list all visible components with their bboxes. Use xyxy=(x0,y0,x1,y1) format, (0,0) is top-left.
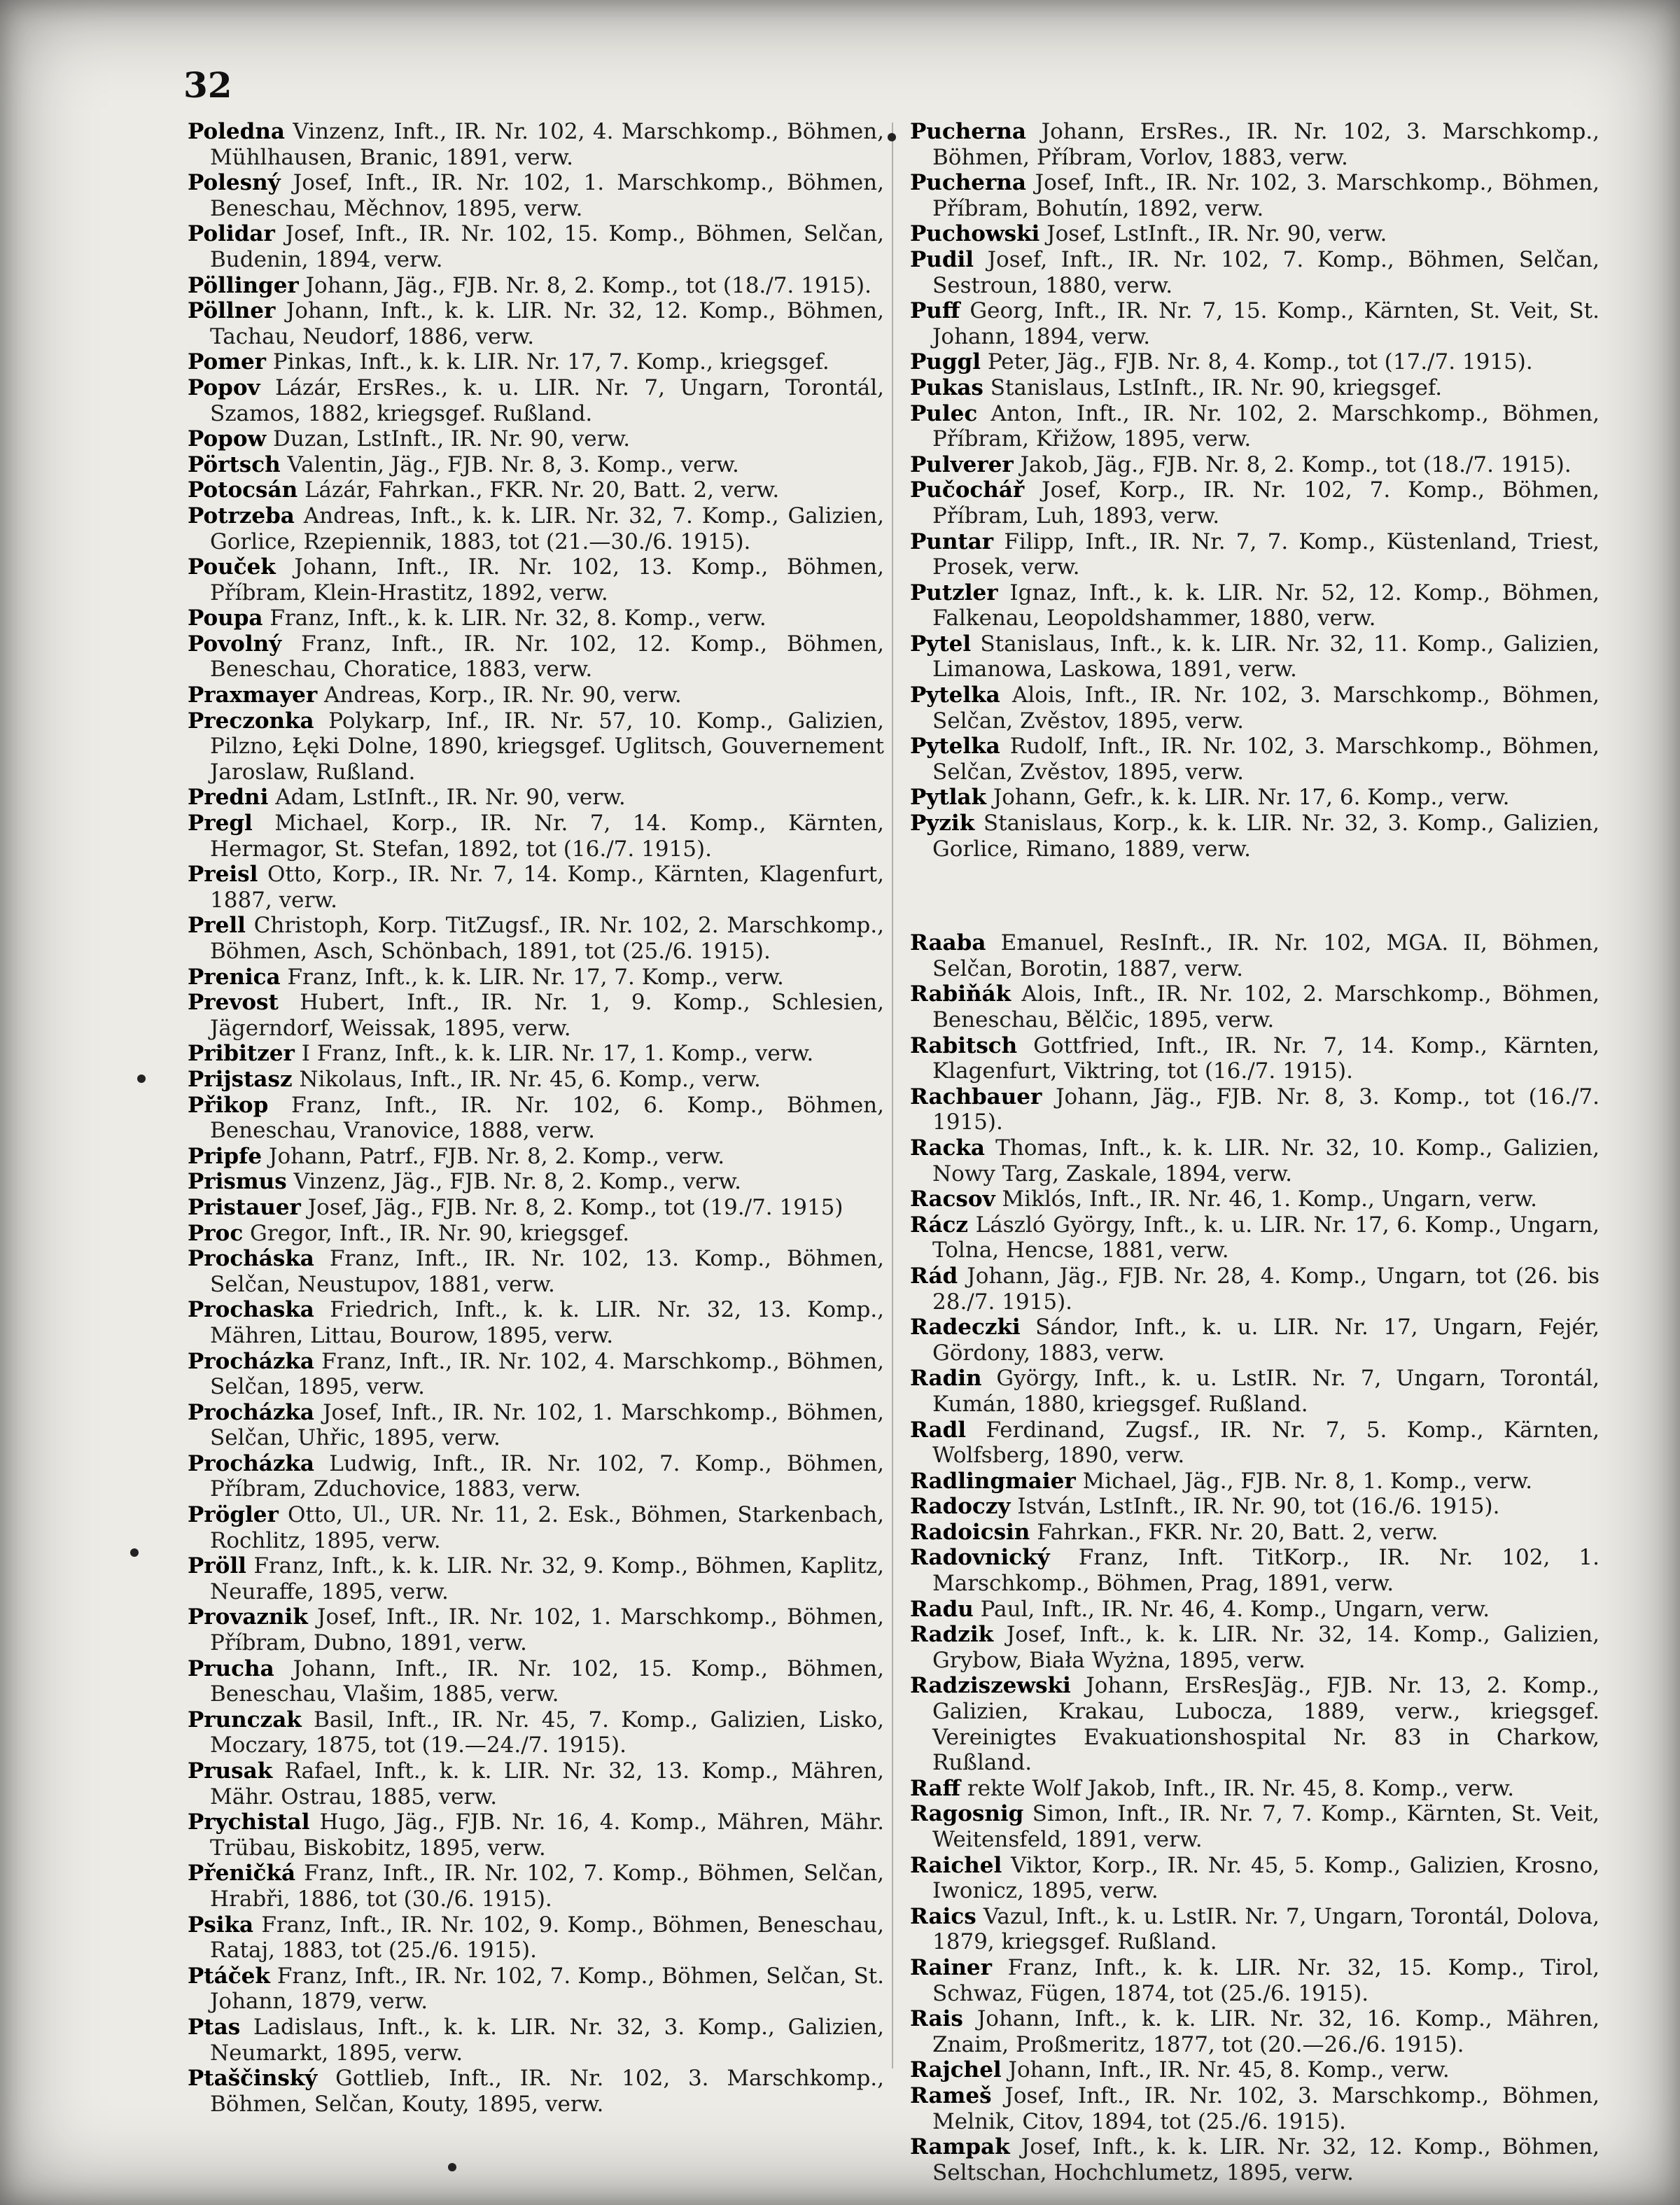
column-divider xyxy=(892,122,893,2068)
register-entry xyxy=(910,631,1600,682)
register-entry xyxy=(910,2057,1600,2083)
entry-surname: Procházka xyxy=(188,1399,314,1425)
register-entry xyxy=(910,2134,1600,2185)
entry-details: Josef, Jäg., FJB. Nr. 8, 2. Komp., tot (19./7. 1915) xyxy=(300,1194,844,1220)
register-entry xyxy=(188,503,884,554)
entry-details: Franz, Inft., IR. Nr. 102, 4. Marschkomp., Böhmen, Selčan, 1895, verw. xyxy=(210,1348,884,1400)
register-entry xyxy=(910,452,1600,478)
entry-surname: Pripfe xyxy=(188,1143,262,1169)
entry-details: Basil, Inft., IR. Nr. 45, 7. Komp., Galizien, Lisko, Moczary, 1875, tot (19.—24./7. 1915). xyxy=(210,1707,884,1758)
entry-surname: Prögler xyxy=(188,1502,279,1528)
register-entry xyxy=(910,1264,1600,1315)
entry-surname: Preisl xyxy=(188,862,258,888)
register-entry xyxy=(188,1861,884,1912)
entry-surname: Predni xyxy=(188,785,269,811)
register-entry xyxy=(188,170,884,221)
entry-details: Johann, ErsRes., IR. Nr. 102, 3. Marschkomp., Böhmen, Příbram, Vorlov, 1883, verw. xyxy=(932,119,1600,170)
margin-dot xyxy=(888,133,896,141)
entry-details: Alois, Inft., IR. Nr. 102, 2. Marschkomp., Böhmen, Beneschau, Bělčic, 1895, verw. xyxy=(932,981,1600,1032)
entry-details: Miklós, Inft., IR. Nr. 46, 1. Komp., Ungarn, verw. xyxy=(995,1186,1537,1212)
register-entry xyxy=(910,785,1600,811)
entry-details: Franz, Inft., IR. Nr. 102, 13. Komp., Böhmen, Selčan, Neustupov, 1881, verw. xyxy=(210,1246,884,1297)
entry-surname: Popov xyxy=(188,374,260,400)
register-entry xyxy=(188,298,884,349)
entry-surname: Puchowski xyxy=(910,221,1040,247)
register-entry xyxy=(188,1400,884,1451)
entry-details: Franz, Inft., IR. Nr. 102, 12. Komp., Böhmen, Beneschau, Choratice, 1883, verw. xyxy=(210,631,884,682)
entry-surname: Pucherna xyxy=(910,119,1026,144)
entry-surname: Povolný xyxy=(188,631,282,657)
entry-details: Ferdinand, Zugsf., IR. Nr. 7, 5. Komp., Kärnten, Wolfsberg, 1890, verw. xyxy=(932,1417,1600,1469)
entry-details: Gottlieb, Inft., IR. Nr. 102, 3. Marschkomp., Böhmen, Selčan, Kouty, 1895, verw. xyxy=(210,2066,884,2117)
entry-details: Johann, Patrf., FJB. Nr. 8, 2. Komp., verw. xyxy=(262,1143,725,1169)
register-entry xyxy=(188,273,884,299)
register-entry xyxy=(188,1656,884,1707)
register-entry xyxy=(188,554,884,606)
entry-details: Vazul, Inft., k. u. LstIR. Nr. 7, Ungarn, Torontál, Dolova, 1879, kriegsgef. Rußland. xyxy=(932,1903,1600,1955)
entry-surname: Pouček xyxy=(188,554,276,580)
register-entry xyxy=(188,349,884,375)
entry-surname: Přeničká xyxy=(188,1861,296,1886)
entry-surname: Radovnický xyxy=(910,1545,1050,1571)
entry-details: Josef, Inft., IR. Nr. 102, 15. Komp., Böhmen, Selčan, Budenin, 1894, verw. xyxy=(210,221,884,272)
entry-details: Franz, Inft. TitKorp., IR. Nr. 102, 1. Marschkomp., Böhmen, Prag, 1891, verw. xyxy=(932,1545,1600,1597)
entry-surname: Radl xyxy=(910,1417,967,1443)
entry-surname: Preczonka xyxy=(188,708,314,734)
register-entry xyxy=(910,170,1600,221)
entry-surname: Radlingmaier xyxy=(910,1468,1076,1494)
register-entry xyxy=(188,785,884,811)
entry-details: Ignaz, Inft., k. k. LIR. Nr. 52, 12. Komp., Böhmen, Falkenau, Leopoldshammer, 1880, verw. xyxy=(932,580,1600,631)
register-entry xyxy=(188,1349,884,1400)
entry-surname: Rácz xyxy=(910,1212,969,1238)
register-entry xyxy=(188,477,884,503)
entry-details: Michael, Korp., IR. Nr. 7, 14. Komp., Kärnten, Hermagor, St. Stefan, 1892, tot (16./7. 1915). xyxy=(210,811,884,862)
register-entry xyxy=(910,1418,1600,1469)
entry-surname: Poledna xyxy=(188,119,285,144)
register-entry xyxy=(188,1451,884,1502)
register-entry xyxy=(910,2006,1600,2057)
register-entry xyxy=(910,1084,1600,1135)
register-entry xyxy=(188,1963,884,2015)
register-entry xyxy=(910,1673,1600,1775)
register-entry xyxy=(910,1212,1600,1264)
register-entry xyxy=(188,426,884,452)
register-entry xyxy=(188,1758,884,1809)
entry-details: Lázár, ErsRes., k. u. LIR. Nr. 7, Ungarn, Torontál, Szamos, 1882, kriegsgef. Rußland. xyxy=(210,374,884,426)
entry-surname: Radeczki xyxy=(910,1315,1021,1340)
entry-details: Johann, Inft., k. k. LIR. Nr. 32, 12. Komp., Böhmen, Tachau, Neudorf, 1886, verw. xyxy=(210,298,884,349)
register-entry xyxy=(188,965,884,990)
entry-details: Ladislaus, Inft., k. k. LIR. Nr. 32, 3. Komp., Galizien, Neumarkt, 1895, verw. xyxy=(210,2014,884,2066)
register-entry xyxy=(910,1520,1600,1546)
entry-details: Franz, Inft., k. k. LIR. Nr. 32, 9. Komp., Böhmen, Kaplitz, Neuraffe, 1895, verw. xyxy=(210,1553,884,1604)
entry-details: Adam, LstInft., IR. Nr. 90, verw. xyxy=(268,785,626,811)
entry-surname: Prijstasz xyxy=(188,1066,293,1092)
register-entry xyxy=(910,349,1600,375)
entry-details: Josef, Inft., IR. Nr. 102, 7. Komp., Böhmen, Selčan, Sestroun, 1880, verw. xyxy=(932,246,1600,298)
entry-surname: Ptáček xyxy=(188,1963,270,1989)
entry-details: Sándor, Inft., k. u. LIR. Nr. 17, Ungarn, Fejér, Gördony, 1883, verw. xyxy=(932,1315,1600,1366)
entry-details: Rudolf, Inft., IR. Nr. 102, 3. Marschkomp., Böhmen, Selčan, Zvěstov, 1895, verw. xyxy=(932,734,1600,785)
entry-details: Johann, Inft., IR. Nr. 102, 13. Komp., Böhmen, Příbram, Klein-Hrastitz, 1892, verw. xyxy=(210,554,884,606)
entry-details: Vinzenz, Inft., IR. Nr. 102, 4. Marschkomp., Böhmen, Mühlhausen, Branic, 1891, verw. xyxy=(210,119,884,170)
register-entry xyxy=(910,2083,1600,2134)
register-entry xyxy=(910,1186,1600,1212)
entry-surname: Pukas xyxy=(910,374,983,400)
register-entry xyxy=(188,1041,884,1067)
entry-surname: Rainer xyxy=(910,1954,992,1980)
register-entry xyxy=(188,1093,884,1144)
register-entry xyxy=(910,529,1600,580)
entry-surname: Putzler xyxy=(910,580,998,606)
register-entry xyxy=(188,1195,884,1221)
margin-dot xyxy=(137,1074,146,1083)
entry-surname: Prell xyxy=(188,913,246,939)
entry-surname: Radziszewski xyxy=(910,1673,1071,1699)
entry-details: Rafael, Inft., k. k. LIR. Nr. 32, 13. Komp., Mähren, Mähr. Ostrau, 1885, verw. xyxy=(210,1758,884,1809)
margin-dot xyxy=(448,2163,456,2171)
entry-details: Franz, Inft., IR. Nr. 102, 7. Komp., Böhmen, Selčan, Hrabři, 1886, tot (30./6. 1915). xyxy=(210,1861,884,1912)
register-entry xyxy=(188,1144,884,1170)
entry-details: Josef, Inft., IR. Nr. 102, 1. Marschkomp., Böhmen, Beneschau, Měchnov, 1895, verw. xyxy=(210,170,884,221)
register-entry xyxy=(910,1366,1600,1417)
right-column-p-section xyxy=(910,119,1600,862)
register-entry xyxy=(188,1169,884,1195)
entry-surname: Pytlak xyxy=(910,785,986,811)
register-entry xyxy=(910,119,1600,170)
register-entry xyxy=(188,2066,884,2117)
entry-details: Johann, Inft., IR. Nr. 102, 15. Komp., Böhmen, Beneschau, Vlašim, 1885, verw. xyxy=(210,1656,884,1707)
entry-surname: Pristauer xyxy=(188,1194,301,1220)
entry-details: Franz, Inft., k. k. LIR. Nr. 17, 7. Komp., verw. xyxy=(280,964,784,990)
register-entry xyxy=(188,1502,884,1553)
entry-surname: Radzik xyxy=(910,1622,994,1648)
entry-details: Andreas, Korp., IR. Nr. 90, verw. xyxy=(317,682,682,708)
entry-details: Josef, Inft., IR. Nr. 102, 3. Marschkomp., Böhmen, Příbram, Bohutín, 1892, verw. xyxy=(932,170,1600,221)
entry-surname: Raichel xyxy=(910,1852,1002,1878)
register-entry xyxy=(910,477,1600,528)
entry-surname: Pröll xyxy=(188,1553,246,1579)
entry-surname: Radoczy xyxy=(910,1494,1011,1520)
entry-surname: Rameš xyxy=(910,2082,992,2108)
entry-surname: Radin xyxy=(910,1366,982,1392)
entry-details: Gregor, Inft., IR. Nr. 90, kriegsgef. xyxy=(243,1220,630,1246)
entry-details: Simon, Inft., IR. Nr. 7, 7. Komp., Kärnten, St. Veit, Weitensfeld, 1891, verw. xyxy=(932,1801,1600,1852)
entry-details: Josef, Inft., k. k. LIR. Nr. 32, 12. Komp., Böhmen, Seltschan, Hochchlumetz, 1895, verw. xyxy=(932,2134,1600,2185)
entry-surname: Raics xyxy=(910,1903,976,1929)
register-entry xyxy=(188,1912,884,1963)
register-entry xyxy=(188,375,884,426)
entry-surname: Pulec xyxy=(910,400,978,426)
register-entry xyxy=(910,1469,1600,1494)
register-entry xyxy=(188,1707,884,1758)
entry-details: Viktor, Korp., IR. Nr. 45, 5. Komp., Galizien, Krosno, Iwonicz, 1895, verw. xyxy=(932,1852,1600,1904)
entry-details: László György, Inft., k. u. LIR. Nr. 17, 6. Komp., Ungarn, Tolna, Hencse, 1881, verw. xyxy=(932,1212,1600,1264)
entry-details: Franz, Inft., k. k. LIR. Nr. 32, 15. Komp., Tirol, Schwaz, Fügen, 1874, tot (25./6. 1915). xyxy=(932,1954,1600,2006)
entry-details: Hubert, Inft., IR. Nr. 1, 9. Komp., Schlesien, Jägerndorf, Weissak, 1895, verw. xyxy=(210,990,884,1041)
entry-surname: Puff xyxy=(910,298,960,324)
register-entry xyxy=(910,1955,1600,2006)
entry-details: Vinzenz, Jäg., FJB. Nr. 8, 2. Komp., verw. xyxy=(286,1169,741,1195)
entry-details: Nikolaus, Inft., IR. Nr. 45, 6. Komp., verw. xyxy=(292,1066,761,1092)
register-entry xyxy=(188,990,884,1041)
entry-surname: Rajchel xyxy=(910,2057,1002,2083)
entry-surname: Ragosnig xyxy=(910,1801,1024,1827)
register-entry xyxy=(910,1801,1600,1852)
entry-surname: Pučochář xyxy=(910,477,1025,503)
entry-surname: Ptas xyxy=(188,2014,241,2040)
entry-surname: Pribitzer xyxy=(188,1041,295,1067)
register-entry xyxy=(910,1494,1600,1520)
entry-details: György, Inft., k. u. LstIR. Nr. 7, Ungarn, Torontál, Kumán, 1880, kriegsgef. Rußland. xyxy=(932,1366,1600,1417)
entry-details: Franz, Inft., k. k. LIR. Nr. 32, 8. Komp., verw. xyxy=(262,606,766,631)
entry-details: Johann, Inft., k. k. LIR. Nr. 32, 16. Komp., Mähren, Znaim, Proßmeritz, 1877, tot (20.—26./6. 1915). xyxy=(932,2006,1600,2057)
entry-details: Alois, Inft., IR. Nr. 102, 3. Marschkomp., Böhmen, Selčan, Zvěstov, 1895, verw. xyxy=(932,682,1600,734)
entry-surname: Potocsán xyxy=(188,477,298,503)
entry-details: rekte Wolf Jakob, Inft., IR. Nr. 45, 8. Komp., verw. xyxy=(960,1775,1515,1801)
register-entry xyxy=(910,1033,1600,1084)
register-entry xyxy=(910,682,1600,734)
register-entry xyxy=(188,1246,884,1297)
register-entry xyxy=(188,1067,884,1093)
entry-details: Franz, Inft., IR. Nr. 102, 7. Komp., Böhmen, Selčan, St. Johann, 1879, verw. xyxy=(210,1963,884,2015)
entry-surname: Prenica xyxy=(188,964,281,990)
entry-surname: Pöllner xyxy=(188,298,276,324)
entry-details: Josef, Inft., IR. Nr. 102, 3. Marschkomp., Böhmen, Melnik, Citov, 1894, tot (25./6. 1915). xyxy=(932,2082,1600,2134)
entry-details: Emanuel, ResInft., IR. Nr. 102, MGA. II, Böhmen, Selčan, Borotin, 1887, verw. xyxy=(932,930,1600,981)
entry-surname: Potrzeba xyxy=(188,503,295,528)
register-entry xyxy=(188,606,884,631)
entry-details: Stanislaus, Inft., k. k. LIR. Nr. 32, 11. Komp., Galizien, Limanowa, Laskowa, 1891, verw. xyxy=(932,631,1600,682)
entry-surname: Pytelka xyxy=(910,682,1000,708)
entry-details: Hugo, Jäg., FJB. Nr. 16, 4. Komp., Mähren, Mähr. Trübau, Biskobitz, 1895, verw. xyxy=(210,1809,884,1861)
entry-surname: Prochaska xyxy=(188,1297,314,1323)
register-entry xyxy=(910,247,1600,298)
entry-surname: Prucha xyxy=(188,1656,274,1681)
register-entry xyxy=(910,298,1600,349)
entry-details: Andreas, Inft., k. k. LIR. Nr. 32, 7. Komp., Galizien, Gorlice, Rzepiennik, 1883, tot (21.—30./6. 1915). xyxy=(210,503,884,554)
entry-surname: Proc xyxy=(188,1220,244,1246)
entry-details: Christoph, Korp. TitZugsf., IR. Nr. 102, 2. Marschkomp., Böhmen, Asch, Schönbach, 1891, tot (25./6. 1915). xyxy=(210,913,884,964)
entry-surname: Rabiňák xyxy=(910,981,1011,1007)
register-entry xyxy=(910,221,1600,247)
entry-surname: Pörtsch xyxy=(188,451,281,477)
register-entry xyxy=(188,119,884,170)
register-entry xyxy=(188,913,884,964)
entry-details: Franz, Inft., IR. Nr. 102, 6. Komp., Böhmen, Beneschau, Vranovice, 1888, verw. xyxy=(210,1092,884,1144)
entry-details: Polykarp, Inf., IR. Nr. 57, 10. Komp., Galizien, Pilzno, Łęki Dolne, 1890, kriegsgef. Uglitsch, Gouvernement Jaroslaw, Rußland. xyxy=(210,708,884,785)
entry-surname: Raff xyxy=(910,1775,961,1801)
entry-details: Peter, Jäg., FJB. Nr. 8, 4. Komp., tot (17./7. 1915). xyxy=(980,349,1533,375)
entry-surname: Pregl xyxy=(188,811,253,836)
entry-surname: Popow xyxy=(188,426,267,452)
entry-details: Ludwig, Inft., IR. Nr. 102, 7. Komp., Böhmen, Příbram, Zduchovice, 1883, verw. xyxy=(210,1450,884,1502)
register-entry xyxy=(910,734,1600,785)
entry-surname: Polesný xyxy=(188,170,281,196)
entry-surname: Pomer xyxy=(188,349,267,375)
entry-details: I Franz, Inft., k. k. LIR. Nr. 17, 1. Komp., verw. xyxy=(294,1041,814,1067)
entry-details: Stanislaus, Korp., k. k. LIR. Nr. 32, 3. Komp., Galizien, Gorlice, Rimano, 1889, verw. xyxy=(932,811,1600,862)
entry-details: Johann, Jäg., FJB. Nr. 8, 2. Komp., tot (18./7. 1915). xyxy=(298,272,872,298)
register-entry xyxy=(910,1776,1600,1802)
entry-details: Michael, Jäg., FJB. Nr. 8, 1. Komp., verw. xyxy=(1075,1468,1533,1494)
entry-surname: Prevost xyxy=(188,990,279,1016)
entry-surname: Radoicsin xyxy=(910,1519,1030,1545)
register-entry xyxy=(188,1809,884,1861)
entry-surname: Puntar xyxy=(910,528,994,554)
register-entry xyxy=(910,981,1600,1032)
register-entry xyxy=(910,1135,1600,1186)
entry-details: Johann, Jäg., FJB. Nr. 28, 4. Komp., Ungarn, tot (26. bis 28./7. 1915). xyxy=(932,1263,1600,1315)
register-entry xyxy=(910,401,1600,452)
entry-surname: Prunczak xyxy=(188,1707,302,1732)
entry-surname: Přikop xyxy=(188,1092,269,1118)
register-entry xyxy=(910,1545,1600,1596)
entry-surname: Procházka xyxy=(188,1348,314,1374)
entry-details: Stanislaus, LstInft., IR. Nr. 90, kriegsgef. xyxy=(983,374,1443,400)
entry-details: Fahrkan., FKR. Nr. 20, Batt. 2, verw. xyxy=(1030,1519,1438,1545)
register-entry xyxy=(188,1221,884,1247)
entry-details: Josef, Korp., IR. Nr. 102, 7. Komp., Böhmen, Příbram, Luh, 1893, verw. xyxy=(932,477,1600,528)
entry-details: Josef, Inft., IR. Nr. 102, 1. Marschkomp., Böhmen, Příbram, Dubno, 1891, verw. xyxy=(210,1604,884,1656)
entry-surname: Rais xyxy=(910,2006,963,2032)
entry-details: Friedrich, Inft., k. k. LIR. Nr. 32, 13. Komp., Mähren, Littau, Bourow, 1895, verw. xyxy=(210,1297,884,1348)
entry-surname: Polidar xyxy=(188,221,275,247)
entry-surname: Psika xyxy=(188,1912,254,1938)
entry-details: Josef, Inft., k. k. LIR. Nr. 32, 14. Komp., Galizien, Grybow, Biała Wyżna, 1895, verw. xyxy=(932,1622,1600,1673)
register-entry xyxy=(910,1622,1600,1673)
entry-surname: Rád xyxy=(910,1263,958,1289)
entry-details: Josef, LstInft., IR. Nr. 90, verw. xyxy=(1040,221,1387,247)
entry-details: Thomas, Inft., k. k. LIR. Nr. 32, 10. Komp., Galizien, Nowy Targ, Zaskale, 1894, verw. xyxy=(932,1135,1600,1186)
entry-details: Gottfried, Inft., IR. Nr. 7, 14. Komp., Kärnten, Klagenfurt, Viktring, tot (16./7. 1915). xyxy=(932,1032,1600,1084)
entry-surname: Pöllinger xyxy=(188,272,299,298)
register-entry xyxy=(188,452,884,478)
entry-surname: Prychistal xyxy=(188,1809,310,1835)
entry-surname: Procháska xyxy=(188,1246,314,1272)
register-entry xyxy=(188,1297,884,1348)
register-entry xyxy=(188,682,884,708)
entry-surname: Prismus xyxy=(188,1169,287,1195)
register-entry xyxy=(910,930,1600,981)
left-column xyxy=(188,119,884,2117)
section-gap xyxy=(910,862,1600,930)
register-entry xyxy=(188,862,884,913)
entry-details: Johann, Gefr., k. k. LIR. Nr. 17, 6. Komp., verw. xyxy=(986,785,1510,811)
entry-surname: Pyzik xyxy=(910,811,975,836)
entry-details: Lázár, Fahrkan., FKR. Nr. 20, Batt. 2, verw. xyxy=(298,477,780,503)
register-entry xyxy=(188,221,884,272)
entry-surname: Raaba xyxy=(910,930,986,956)
register-entry xyxy=(188,708,884,785)
entry-details: Franz, Inft., IR. Nr. 102, 9. Komp., Böhmen, Beneschau, Rataj, 1883, tot (25./6. 1915). xyxy=(210,1912,884,1963)
entry-surname: Prusak xyxy=(188,1758,273,1784)
register-entry xyxy=(188,2015,884,2066)
margin-dot xyxy=(130,1548,139,1557)
register-entry xyxy=(910,1597,1600,1623)
register-entry xyxy=(188,1604,884,1656)
register-entry xyxy=(188,1553,884,1604)
entry-details: Duzan, LstInft., IR. Nr. 90, verw. xyxy=(266,426,631,452)
entry-details: Johann, Jäg., FJB. Nr. 8, 3. Komp., tot (16./7. 1915). xyxy=(932,1084,1600,1135)
entry-details: Filipp, Inft., IR. Nr. 7, 7. Komp., Küstenland, Triest, Prosek, verw. xyxy=(932,528,1600,580)
entry-surname: Poupa xyxy=(188,606,263,631)
register-entry xyxy=(910,811,1600,862)
entry-details: Johann, Inft., IR. Nr. 45, 8. Komp., verw. xyxy=(1001,2057,1450,2083)
register-entry xyxy=(910,580,1600,631)
entry-surname: Pucherna xyxy=(910,170,1026,196)
entry-details: Jakob, Jäg., FJB. Nr. 8, 2. Komp., tot (18./7. 1915). xyxy=(1013,451,1572,477)
entry-surname: Rampak xyxy=(910,2134,1010,2160)
entry-surname: Pulverer xyxy=(910,451,1014,477)
entry-surname: Puggl xyxy=(910,349,981,375)
entry-surname: Praxmayer xyxy=(188,682,318,708)
entry-surname: Rabitsch xyxy=(910,1032,1018,1058)
entry-details: Josef, Inft., IR. Nr. 102, 1. Marschkomp., Böhmen, Selčan, Uhřic, 1895, verw. xyxy=(210,1399,884,1451)
entry-surname: Racka xyxy=(910,1135,986,1161)
entry-details: Anton, Inft., IR. Nr. 102, 2. Marschkomp., Böhmen, Příbram, Křižow, 1895, verw. xyxy=(932,400,1600,452)
right-column-r-section xyxy=(910,930,1600,2185)
register-entry xyxy=(188,631,884,682)
register-entry xyxy=(910,1853,1600,1904)
right-column xyxy=(910,119,1600,2185)
page-number: 32 xyxy=(183,64,232,106)
entry-details: Johann, ErsResJäg., FJB. Nr. 13, 2. Komp., Galizien, Krakau, Lubocza, 1889, verw., kriegsgef. Vereinigtes Evakuationshospital Nr. 83 in Charkow, Rußland. xyxy=(932,1673,1600,1776)
register-entry xyxy=(188,811,884,862)
entry-details: Pinkas, Inft., k. k. LIR. Nr. 17, 7. Komp., kriegsgef. xyxy=(266,349,830,375)
entry-surname: Pytelka xyxy=(910,734,1000,760)
entry-surname: Provaznik xyxy=(188,1604,308,1630)
entry-surname: Ptaščinský xyxy=(188,2066,318,2092)
entry-details: Georg, Inft., IR. Nr. 7, 15. Komp., Kärnten, St. Veit, St. Johann, 1894, verw. xyxy=(932,298,1600,349)
entry-details: Otto, Ul., UR. Nr. 11, 2. Esk., Böhmen, Starkenbach, Rochlitz, 1895, verw. xyxy=(210,1502,884,1553)
entry-surname: Pytel xyxy=(910,631,972,657)
entry-details: István, LstInft., IR. Nr. 90, tot (16./6. 1915). xyxy=(1010,1494,1500,1520)
register-entry xyxy=(910,375,1600,401)
register-entry xyxy=(910,1904,1600,1955)
entry-details: Valentin, Jäg., FJB. Nr. 8, 3. Komp., verw. xyxy=(280,451,739,477)
entry-surname: Pudil xyxy=(910,246,974,272)
entry-details: Paul, Inft., IR. Nr. 46, 4. Komp., Ungarn, verw. xyxy=(973,1596,1490,1622)
entry-surname: Rachbauer xyxy=(910,1084,1042,1110)
register-entry xyxy=(910,1315,1600,1366)
entry-surname: Racsov xyxy=(910,1186,995,1212)
entry-details: Otto, Korp., IR. Nr. 7, 14. Komp., Kärnten, Klagenfurt, 1887, verw. xyxy=(210,862,884,913)
entry-surname: Radu xyxy=(910,1596,974,1622)
entry-surname: Procházka xyxy=(188,1450,314,1476)
